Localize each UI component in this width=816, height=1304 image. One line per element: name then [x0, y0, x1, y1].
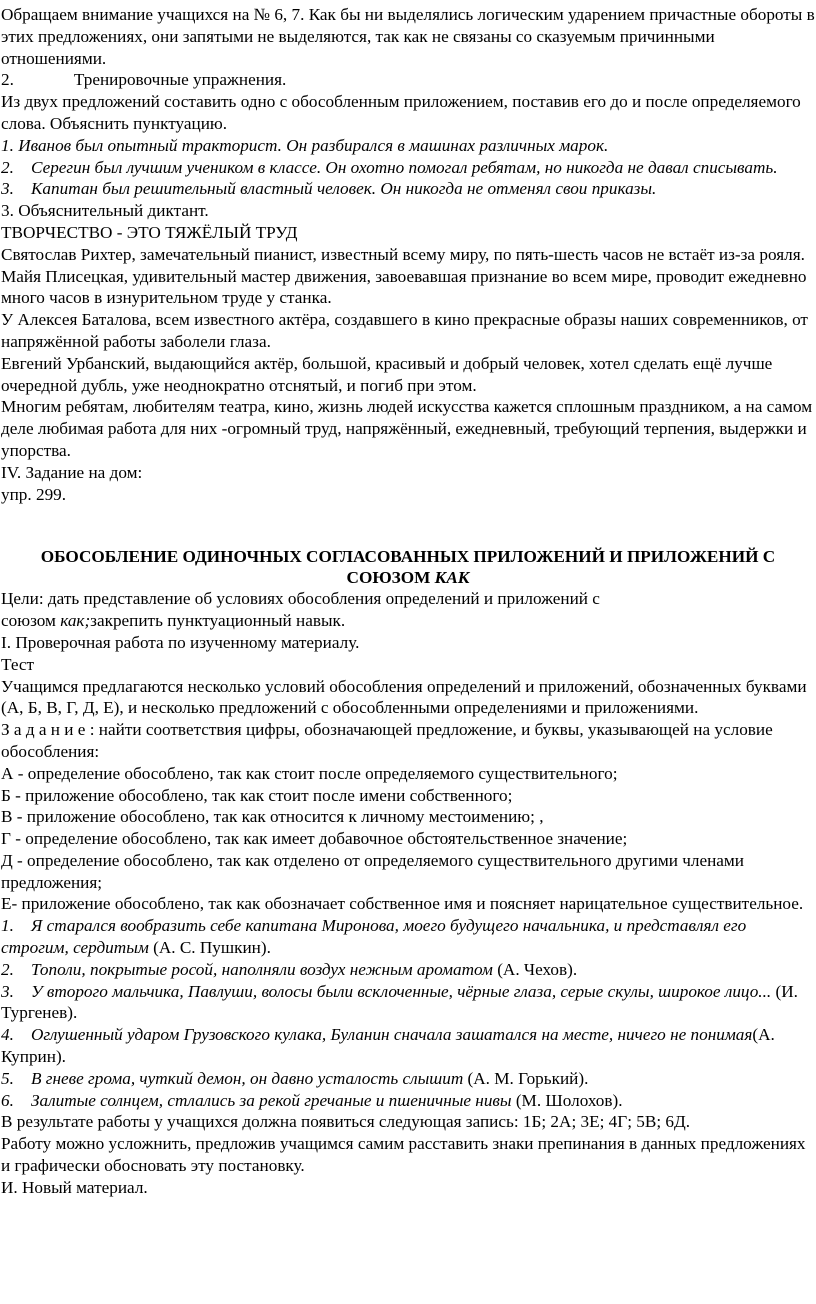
check-heading: I. Проверочная работа по изученному материалу.	[1, 632, 360, 652]
lesson-title-text: ОБОСОБЛЕНИЕ ОДИНОЧНЫХ СОГЛАСОВАННЫХ ПРИЛОЖЕНИЙ И ПРИЛОЖЕНИЙ С СОЮЗОМ	[40, 547, 776, 588]
condition-e: Е- приложение обособлено, так как обозначает собственное имя и поясняет нарицательное существительное.	[1, 894, 804, 914]
exercise-heading	[1, 69, 815, 91]
sentence-text: Капитан был решительный властный человек. Он никогда не отменял свои приказы.	[31, 179, 657, 199]
goals-line-1: Цели: дать представление об условиях обособления определений и приложений с	[1, 589, 600, 609]
notice-paragraph: Обращаем внимание учащихся на № 6, 7. Как бы ни выделялись логическим ударением причастные обороты в этих предложениях, они запятыми не выделяются, так как не связаны со сказуемым причинными отношениями.	[1, 5, 815, 68]
goals-line-2a: союзом	[1, 611, 61, 631]
sentence-text: Я старался вообразить себе капитана Миронова, моего будущего начальника, и представлял его строгим, сердитым	[1, 916, 747, 958]
sentence-text: Тополи, покрытые росой, наполняли воздух нежным ароматом	[31, 959, 493, 979]
lesson-goals	[1, 588, 815, 632]
sentence-number: 5.	[1, 1068, 14, 1088]
test-description: Учащимся предлагаются несколько условий обособления определений и приложений, обозначенных буквами (А, Б, В, Г, Д, Е), и несколько предложений с обособленными определениями и приложениями.	[1, 676, 807, 718]
condition-d: Д - определение обособлено, так как отделено от определяемого существительного другими членами предложения;	[1, 850, 745, 892]
test-sentence-3	[1, 981, 815, 1025]
dictation-paragraph: Многим ребятам, любителям театра, кино, жизнь людей искусства кажется сплошным праздником, а на самом деле любимая работа для них -огромный труд, напряжённый, ежедневный, требующий терпения, выдержки и упорства.	[1, 397, 813, 460]
sentence-author: (М. Шолохов).	[511, 1090, 623, 1110]
test-sentence-4	[1, 1024, 815, 1068]
homework-heading: IV. Задание на дом:	[1, 462, 143, 482]
exercise-task: Из двух предложений составить одно с обособленным приложением, поставив его до и после определяемого слова. Объяснить пунктуацию.	[1, 92, 801, 133]
sentence-author: (А. М. Горький).	[463, 1068, 589, 1088]
training-sentence-2	[1, 157, 815, 179]
condition-a: А - определение обособлено, так как стоит после определяемого существительного;	[1, 763, 618, 783]
sentence-text: Серегин был лучшим учеником в классе. Он охотно помогал ребятам, но никогда не давал списывать.	[31, 157, 778, 177]
training-sentence-1: 1. Иванов был опытный тракторист. Он разбирался в машинах различных марок.	[1, 135, 609, 155]
dictation-title: ТВОРЧЕСТВО - ЭТО ТЯЖЁЛЫЙ ТРУД	[1, 222, 298, 242]
complicate-paragraph: Работу можно усложнить, предложив учащимся самим расставить знаки препинания в данных предложениях и графически обосновать эту постановку.	[1, 1134, 806, 1176]
test-sentence-1	[1, 915, 815, 959]
sentence-number: 6.	[1, 1090, 14, 1110]
sentence-number: 3.	[1, 179, 14, 199]
condition-b: Б - приложение обособлено, так как стоит после имени собственного;	[1, 785, 513, 805]
sentence-author: (А. С. Пушкин).	[148, 938, 271, 958]
dictation-paragraph: Майя Плисецкая, удивительный мастер движения, завоевавшая признание во всем мире, проводит ежедневно много часов в изнурительном труде у станка.	[1, 266, 807, 308]
task-label: З а д а н и е :	[1, 720, 95, 740]
goals-line-2b: закрепить пунктуационный навык.	[90, 611, 346, 631]
sentence-author: (И. Тургенев).	[1, 981, 798, 1023]
homework-exercise: упр. 299.	[1, 484, 67, 504]
goals-kak: как;	[60, 611, 91, 631]
task-text: найти соответствия цифры, обозначающей предложение, и буквы, указывающей на условие обособления:	[1, 720, 773, 761]
sentence-text: Оглушенный ударом Грузовского кулака, Буланин сначала зашатался на месте, ничего не понимая	[31, 1025, 753, 1045]
result-paragraph: В результате работы у учащихся должна появиться следующая запись: 1Б; 2А; 3Е; 4Г; 5В; 6Д.	[1, 1112, 691, 1132]
dictation-heading: 3. Объяснительный диктант.	[1, 201, 209, 221]
training-sentence-3	[1, 178, 815, 200]
exercise-number: 2.	[1, 70, 14, 90]
sentence-author: (А. Куприн).	[1, 1025, 775, 1067]
sentence-text: Залитые солнцем, стлались за рекой гречаные и пшеничные нивы	[31, 1090, 512, 1110]
condition-g: Г - определение обособлено, так как имеет добавочное обстоятельственное значение;	[1, 829, 628, 849]
test-heading: Тест	[1, 654, 35, 674]
lesson-title	[1, 546, 815, 588]
test-sentence-2	[1, 959, 815, 981]
section-spacer	[1, 505, 815, 546]
test-sentence-5	[1, 1068, 815, 1090]
sentence-number: 4.	[1, 1025, 14, 1045]
exercise-title: Тренировочные упражнения.	[73, 70, 287, 90]
test-sentence-6	[1, 1090, 815, 1112]
dictation-paragraph: У Алексея Баталова, всем известного актёра, создавшего в кино прекрасные образы наших современников, от напряжённой работы заболели глаза.	[1, 310, 808, 351]
lesson-title-kak: КАК	[434, 568, 470, 588]
new-material-heading: И. Новый материал.	[1, 1177, 148, 1197]
task-paragraph	[1, 719, 815, 763]
dictation-paragraph: Святослав Рихтер, замечательный пианист, известный всему миру, по пять-шесть часов не встаёт из-за рояля.	[1, 244, 805, 264]
sentence-text: У второго мальчика, Павлуши, волосы были всклоченные, чёрные глаза, серые скулы, широкое лицо...	[31, 981, 772, 1001]
sentence-author: (А. Чехов).	[492, 959, 578, 979]
sentence-number: 2.	[1, 157, 14, 177]
dictation-paragraph: Евгений Урбанский, выдающийся актёр, большой, красивый и добрый человек, хотел сделать ещё лучше очередной дубль, уже неоднократно отснятый, и погиб при этом.	[1, 353, 773, 395]
sentence-text: В гневе грома, чуткий демон, он давно усталость слышит	[31, 1068, 464, 1088]
condition-v: В - приложение обособлено, так как относится к личному местоимению; ,	[1, 807, 544, 827]
sentence-number: 2.	[1, 959, 14, 979]
sentence-number: 1.	[1, 916, 14, 936]
sentence-number: 3.	[1, 981, 14, 1001]
